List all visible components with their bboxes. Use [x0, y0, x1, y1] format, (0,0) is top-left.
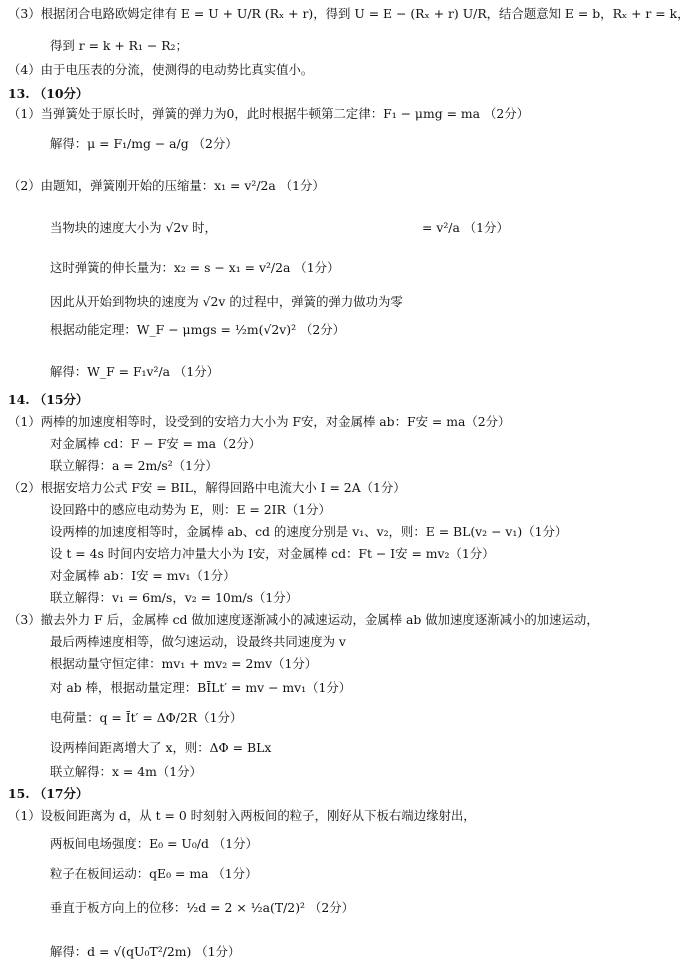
line: 对金属棒 ab：I安 = mv₁（1分） [50, 568, 236, 583]
line: 对金属棒 cd：F − F安 = ma（2分） [50, 436, 262, 451]
line: 联立解得：a = 2m/s²（1分） [50, 458, 218, 473]
line: 这时弹簧的伸长量为：x₂ = s − x₁ = v²/2a （1分） [50, 260, 340, 275]
line: 当物块的速度大小为 √2v 时， [50, 220, 217, 235]
line: 根据动量守恒定律：mv₁ + mv₂ = 2mv（1分） [50, 656, 318, 671]
line: 解得：W_F = F₁v²/a （1分） [50, 364, 220, 379]
line: 联立解得：x = 4m（1分） [50, 764, 202, 779]
line: （1）当弹簧处于原长时，弹簧的弹力为0，此时根据牛顿第二定律：F₁ − μmg = ma （2分） [8, 106, 530, 121]
line: 得到 r = k + R₁ − R₂； [50, 38, 188, 53]
line: 因此从开始到物块的速度为 √2v 的过程中，弹簧的弹力做功为零 [50, 294, 403, 309]
line: = v²/a （1分） [422, 220, 509, 235]
line: 粒子在板间运动：qE₀ = ma （1分） [50, 866, 258, 881]
line: 设回路中的感应电动势为 E，则：E = 2IR（1分） [50, 502, 331, 517]
question-heading: 15. （17分） [8, 786, 89, 801]
line: （2）根据安培力公式 F安 = BIL，解得回路中电流大小 I = 2A（1分） [8, 480, 406, 495]
question-heading: 14. （15分） [8, 392, 89, 407]
line: （1）设板间距离为 d，从 t = 0 时刻射入两板间的粒子，刚好从下板右端边缘射出， [8, 808, 476, 823]
line: （1）两棒的加速度相等时，设受到的安培力大小为 F安，对金属棒 ab：F安 = ma（2分） [8, 414, 511, 429]
line: 垂直于板方向上的位移：½d = 2 × ½a(T/2)² （2分） [50, 900, 354, 915]
line: 解得：d = √(qU₀T²/2m) （1分） [50, 944, 241, 959]
line: 设两棒间距离增大了 x，则：ΔΦ = BLx [50, 740, 272, 755]
line: 联立解得：v₁ = 6m/s，v₂ = 10m/s（1分） [50, 590, 299, 605]
line: （3）根据闭合电路欧姆定律有 E = U + U/R (Rₓ + r)，得到 U = E − (Rₓ + r) U/R，结合题意知 E = b，Rₓ + r = k， [8, 6, 690, 21]
line: 根据动能定理：W_F − μmgs = ½m(√2v)² （2分） [50, 322, 346, 337]
line: 最后两棒速度相等，做匀速运动，设最终共同速度为 v [50, 634, 346, 649]
line: （3）撤去外力 F 后，金属棒 cd 做加速度逐渐减小的减速运动，金属棒 ab 做加速度逐渐减小的加速运动， [8, 612, 599, 627]
line: 设两棒的加速度相等时，金属棒 ab、cd 的速度分别是 v₁、v₂，则：E = BL(v₂ − v₁)（1分） [50, 524, 568, 539]
line: 设 t = 4s 时间内安培力冲量大小为 I安，对金属棒 cd：Ft − I安 = mv₂（1分） [50, 546, 495, 561]
line: 电荷量：q = Īt′ = ΔΦ/2R（1分） [50, 710, 243, 725]
line: 解得：μ = F₁/mg − a/g （2分） [50, 136, 238, 151]
line: （4）由于电压表的分流，使测得的电动势比真实值小。 [8, 62, 314, 77]
line: 两板间电场强度：E₀ = U₀/d （1分） [50, 836, 258, 851]
line: 对 ab 棒，根据动量定理：BĪLt′ = mv − mv₁（1分） [50, 680, 352, 695]
line: （2）由题知，弹簧刚开始的压缩量：x₁ = v²/2a （1分） [8, 178, 325, 193]
question-heading: 13. （10分） [8, 86, 89, 101]
